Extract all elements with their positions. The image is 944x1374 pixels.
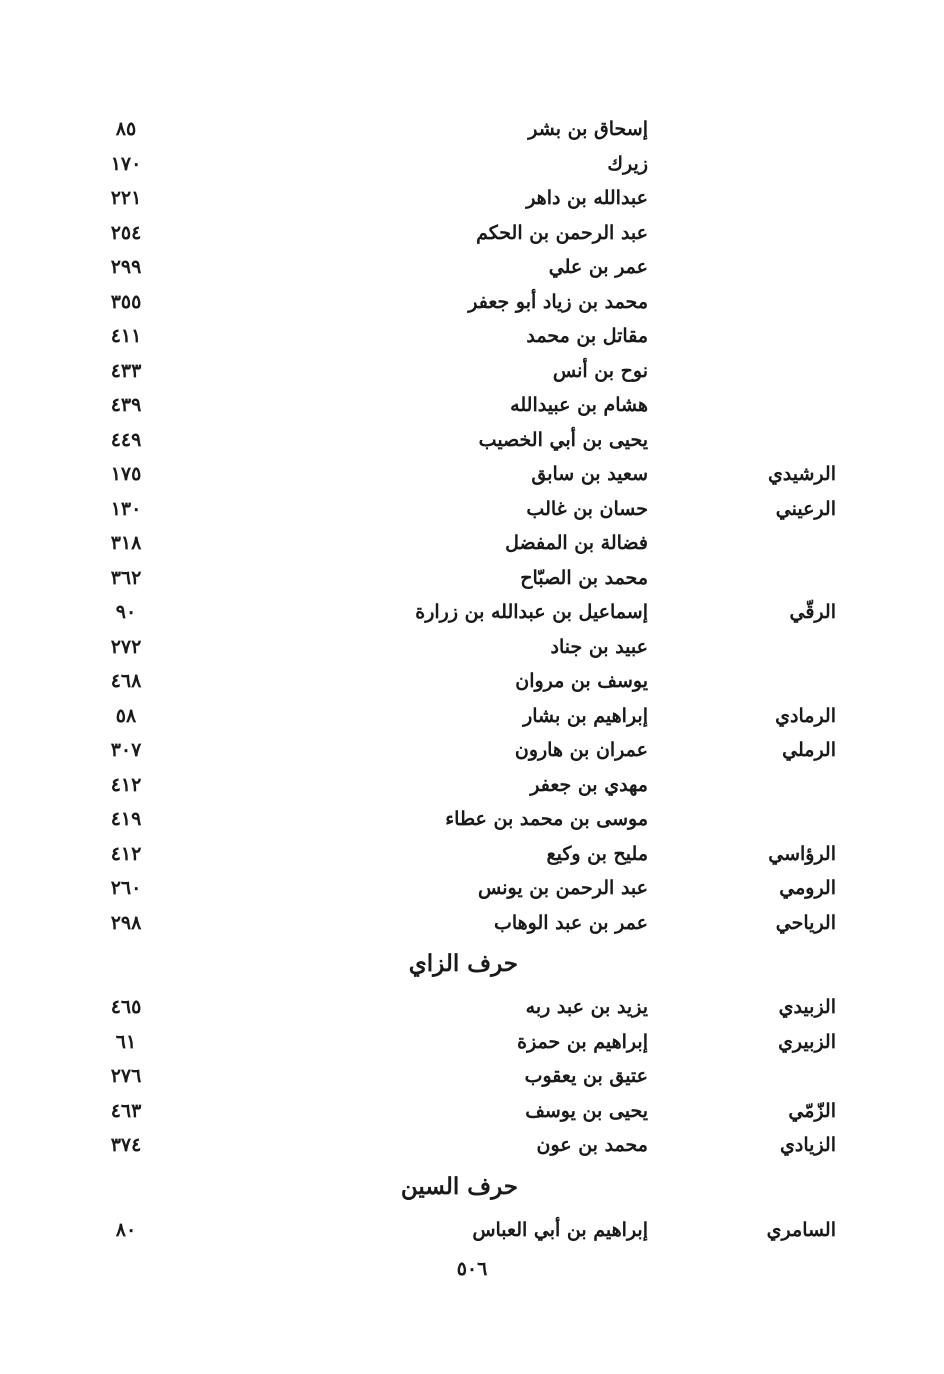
entry-page-number: ٣١٨	[110, 532, 142, 554]
index-entry	[0, 457, 944, 492]
index-entry	[0, 1059, 944, 1094]
index-entry	[0, 871, 944, 906]
entry-page-number: ٢٦٠	[110, 877, 142, 899]
entry-nisba: الرومي	[779, 877, 836, 899]
entry-nisba: الرملي	[782, 739, 836, 761]
entry-name: عبدالله بن داهر	[526, 187, 648, 209]
index-entry	[0, 733, 944, 768]
entry-nisba: الرقّي	[789, 601, 836, 623]
section-heading-row	[0, 940, 944, 990]
index-entry	[0, 561, 944, 596]
index-entry	[0, 354, 944, 389]
entry-page-number: ٦١	[115, 1030, 137, 1053]
entry-page-number: ٥٨	[115, 704, 137, 727]
entry-page-number: ١٧٥	[110, 463, 142, 485]
entry-name: زيرك	[607, 152, 648, 175]
entry-name: حسان بن غالب	[526, 497, 648, 520]
entry-name: عتيق بن يعقوب	[524, 1065, 648, 1087]
entry-name: إبراهيم بن بشار	[523, 704, 648, 727]
index-entry	[0, 1213, 944, 1248]
entry-name: إسحاق بن بشر	[528, 118, 648, 140]
entry-name: إسماعيل بن عبدالله بن زرارة	[415, 601, 648, 623]
entry-name: مهدي بن جعفر	[530, 773, 648, 796]
entry-page-number: ٨٠	[115, 1218, 137, 1241]
entry-name: محمد بن عون	[536, 1134, 648, 1156]
entry-page-number: ٢٩٨	[110, 911, 142, 934]
entry-page-number: ٤١٢	[110, 842, 142, 865]
entry-name: محمد بن الصبّاح	[520, 566, 648, 589]
index-entry	[0, 802, 944, 837]
entry-page-number: ٤٣٩	[110, 394, 142, 416]
entry-page-number: ٢٩٩	[110, 256, 142, 278]
entry-nisba: الزبيري	[778, 1030, 836, 1053]
entry-name: مقاتل بن محمد	[526, 325, 648, 347]
entry-name: يزيد بن عبد ربه	[525, 996, 648, 1018]
entry-name: يحيى بن يوسف	[525, 1099, 648, 1122]
entry-nisba: الزّمّي	[788, 1099, 836, 1122]
entry-nisba: الرمادي	[775, 704, 836, 727]
entry-page-number: ٣٧٤	[110, 1134, 142, 1156]
index-entry	[0, 1128, 944, 1163]
section-heading-row	[0, 1163, 944, 1213]
index-entry	[0, 664, 944, 699]
index-entry	[0, 906, 944, 941]
entry-page-number: ٢٢١	[110, 187, 142, 209]
index-entry	[0, 526, 944, 561]
entry-name: عمر بن عبد الوهاب	[493, 911, 648, 934]
entry-page-number: ٢٧٦	[110, 1065, 142, 1087]
index-entry	[0, 112, 944, 147]
index-list	[0, 112, 944, 1247]
entry-name: مليح بن وكيع	[546, 842, 648, 865]
entry-page-number: ١٧٠	[110, 152, 142, 175]
index-entry	[0, 837, 944, 872]
entry-nisba: الزيادي	[780, 1134, 836, 1156]
entry-name: إبراهيم بن حمزة	[517, 1030, 648, 1053]
entry-name: عبيد بن جناد	[550, 635, 648, 658]
entry-page-number: ٤١٢	[110, 773, 142, 796]
entry-page-number: ٣٥٥	[110, 290, 142, 313]
index-entry	[0, 147, 944, 182]
index-entry	[0, 319, 944, 354]
entry-name: موسى بن محمد بن عطاء	[445, 808, 648, 830]
index-entry	[0, 285, 944, 320]
index-entry	[0, 1094, 944, 1129]
index-entry	[0, 990, 944, 1025]
index-entry	[0, 250, 944, 285]
entry-name: إبراهيم بن أبي العباس	[472, 1218, 648, 1241]
entry-name: عمر بن علي	[548, 256, 648, 278]
section-heading: حرف الزاي	[408, 950, 518, 977]
entry-page-number: ٤٤٩	[110, 428, 142, 451]
entry-page-number: ٤١١	[110, 325, 142, 347]
entry-page-number: ٢٥٤	[110, 221, 142, 244]
entry-nisba: السامري	[766, 1218, 836, 1241]
index-entry	[0, 768, 944, 803]
entry-name: نوح بن أنس	[552, 359, 648, 382]
entry-name: عمران بن هارون	[514, 739, 648, 761]
entry-page-number: ٣٠٧	[110, 739, 142, 761]
page-number: ٥٠٦	[456, 1258, 488, 1280]
index-entry	[0, 388, 944, 423]
entry-nisba: الرعيني	[775, 497, 836, 520]
index-entry	[0, 216, 944, 251]
section-heading: حرف السين	[400, 1172, 518, 1200]
entry-nisba: الزبيدي	[778, 996, 836, 1018]
entry-nisba: الرياحي	[775, 911, 836, 934]
index-entry	[0, 699, 944, 734]
index-entry	[0, 423, 944, 458]
entry-page-number: ٤١٩	[110, 808, 142, 830]
entry-nisba: الرؤاسي	[768, 842, 836, 865]
entry-name: فضالة بن المفضل	[505, 532, 648, 554]
index-entry	[0, 181, 944, 216]
entry-page-number: ٤٦٥	[110, 996, 142, 1018]
entry-nisba: الرشيدي	[767, 463, 836, 485]
entry-page-number: ٤٦٣	[110, 1099, 142, 1122]
index-entry	[0, 630, 944, 665]
index-entry	[0, 492, 944, 527]
index-entry	[0, 595, 944, 630]
entry-page-number: ٣٦٢	[110, 566, 142, 589]
entry-page-number: ٩٠	[115, 601, 137, 623]
entry-name: عبد الرحمن بن الحكم	[476, 221, 648, 244]
entry-name: يحيى بن أبي الخصيب	[478, 428, 648, 451]
entry-name: عبد الرحمن بن يونس	[478, 877, 648, 899]
entry-page-number: ٤٣٣	[110, 359, 142, 382]
entry-page-number: ٤٦٨	[110, 670, 142, 692]
entry-name: سعيد بن سابق	[531, 463, 648, 485]
entry-name: هشام بن عبيدالله	[510, 394, 648, 416]
entry-name: محمد بن زياد أبو جعفر	[468, 290, 648, 313]
entry-page-number: ١٣٠	[110, 497, 142, 520]
index-entry	[0, 1025, 944, 1060]
entry-page-number: ٨٥	[115, 118, 137, 140]
entry-name: يوسف بن مروان	[515, 670, 648, 692]
entry-page-number: ٢٧٢	[110, 635, 142, 658]
